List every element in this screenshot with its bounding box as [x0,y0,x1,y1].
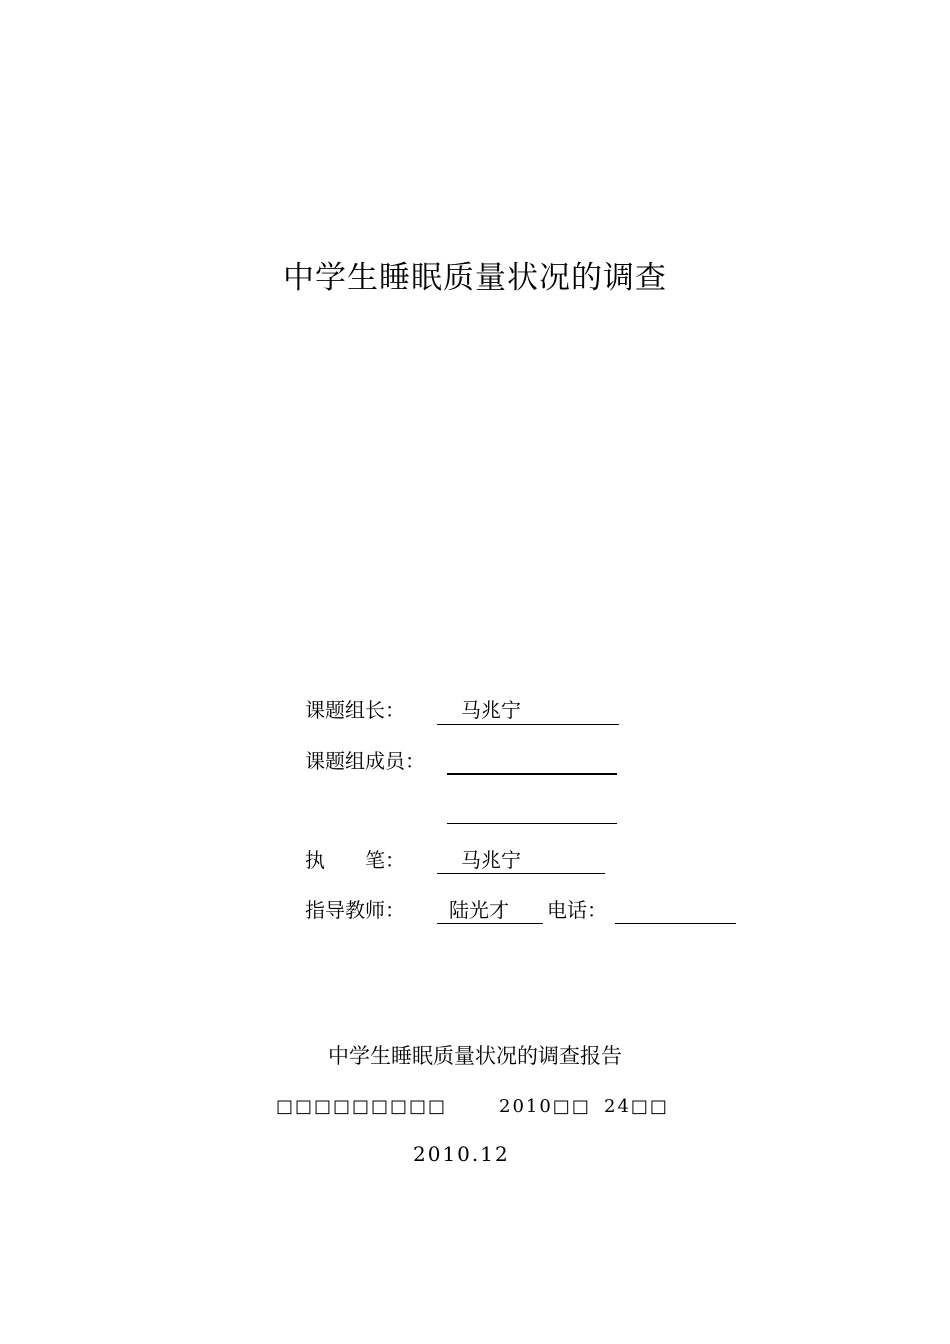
advisor-label: 指导教师： [305,898,405,922]
advisor-underline [437,923,543,924]
phone-underline [615,923,736,924]
writer-value: 马兆宁 [461,848,521,872]
class-line-num: 24□□ [604,1096,669,1117]
advisor-value: 陆光才 [449,898,509,922]
writer-underline [437,873,605,874]
members-underline-1 [447,773,617,775]
leader-value: 马兆宁 [461,698,521,722]
class-line-year: 2010□□ [499,1096,591,1117]
phone-label: 电话： [547,898,607,922]
members-label: 课题组成员： [305,749,425,773]
members-underline-2 [447,823,617,824]
document-date: 2010.12 [413,1142,510,1166]
report-title: 中学生睡眠质量状况的调查报告 [328,1044,622,1068]
writer-label: 执 笔： [305,848,405,872]
class-line-left: □□□□□□□□□ [276,1096,448,1117]
leader-underline [437,724,619,725]
leader-label: 课题组长： [305,698,405,722]
document-title: 中学生睡眠质量状况的调查 [283,260,667,296]
